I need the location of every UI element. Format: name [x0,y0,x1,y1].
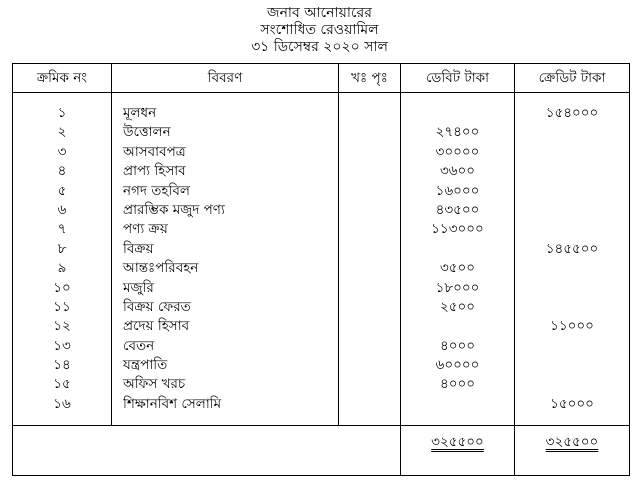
row-serial: ১৬ [53,395,71,412]
row-description: প্রদেয় হিসাব [123,318,190,335]
row-description: অফিস খরচ [123,376,186,393]
row-debit: ৪০০০ [439,337,476,354]
row-serial: ১০ [53,279,71,296]
row-serial: ১১ [53,298,71,315]
credit-list [515,93,629,414]
date-heading: ৩১ ডিসেম্বর ২০২০ সাল [251,39,388,55]
table-header-row [13,64,630,93]
debit-total: ৩২৫৫০০ [431,434,484,450]
row-description: বিক্রয় ফেরত [123,298,191,315]
row-credit: ১৫৪০০০ [545,105,599,121]
col-header-debit: ডেবিট টাকা [401,64,515,93]
row-serial: ৭ [57,221,67,238]
row-serial: ৮ [57,240,67,257]
row-description: আন্তঃপরিবহন [123,260,199,277]
row-debit [401,317,514,336]
serial-cell [13,93,112,426]
row-debit: ৩০০০০ [435,143,480,160]
row-credit [515,220,629,239]
description-list [112,93,338,414]
row-debit [401,104,514,123]
row-serial: ১২ [53,318,71,335]
row-description: নগদ তহবিল [123,182,190,199]
credit-cell [515,93,630,426]
totals-blank-cell [13,426,401,476]
row-description: আসবাবপত্র [123,143,186,160]
row-credit [515,201,629,220]
owner-heading: জনাব আনোয়ারের [267,5,372,21]
table-body-row [13,93,630,426]
row-debit: ৪০০০ [439,376,476,393]
row-credit [515,162,629,181]
row-credit [515,279,629,298]
row-description: প্রারম্ভিক মজুদ পণ্য [123,201,225,218]
col-header-ledger-page: খঃ পৃঃ [339,64,401,93]
row-debit: ৩৬০০ [439,163,476,180]
row-debit: ২৭৪০০ [435,124,480,141]
row-debit: ৩৫০০ [439,260,476,277]
row-debit [401,240,514,259]
document-title: সংশোধিত রেওয়ামিল [260,22,379,38]
row-serial: ১৫ [53,376,71,393]
row-serial: ৯ [57,260,67,277]
row-serial: ৩ [57,143,67,160]
row-serial: ৪ [57,163,67,180]
row-serial: ৫ [57,182,67,199]
totals-row [13,426,630,476]
trial-balance-table [12,63,630,476]
row-serial: ১৪ [53,357,71,374]
row-credit [515,375,629,394]
col-header-credit: ক্রেডিট টাকা [515,64,630,93]
col-header-description: বিবরণ [112,64,339,93]
row-description: মূলধন [123,105,157,121]
description-cell [112,93,339,426]
serial-list [13,93,111,414]
row-serial: ৬ [57,201,67,218]
row-description: প্রাপ্য হিসাব [123,163,186,180]
row-serial: ১৩ [53,337,71,354]
row-debit [401,395,514,414]
debit-total-cell [401,426,515,476]
row-debit: ১৬০০০ [435,182,480,199]
row-description: পণ্য ক্রয় [123,221,168,238]
row-description: মজুরি [123,279,154,296]
row-credit [515,143,629,162]
row-description: উত্তোলন [123,124,171,141]
row-description: বিক্রয় [123,240,154,257]
row-credit: ১১০০০ [550,318,594,335]
row-credit [515,298,629,317]
row-serial: ১ [57,105,67,121]
ledger-page-cell [339,93,401,426]
row-credit: ১৪৫৫০০ [545,240,599,257]
credit-total-cell [515,426,630,476]
row-credit [515,123,629,142]
row-credit [515,356,629,375]
row-debit: ৪৩৫০০ [435,201,480,218]
row-credit [515,259,629,278]
row-description: যন্ত্রপাতি [123,357,168,374]
row-debit: ১৮০০০ [435,279,480,296]
row-description: শিক্ষানবিশ সেলামি [123,395,222,412]
row-debit: ১১৩০০০ [431,221,484,238]
row-debit: ২৫০০ [439,298,476,315]
debit-cell [401,93,515,426]
row-credit [515,337,629,356]
row-credit: ১৫০০০ [550,395,594,412]
row-credit [515,182,629,201]
row-serial: ২ [57,124,67,141]
row-debit: ৬০০০০ [435,357,480,374]
debit-list [401,93,514,414]
col-header-serial: ক্রমিক নং [13,64,112,93]
row-description: বেতন [123,337,155,354]
credit-total: ৩২৫৫০০ [545,434,599,450]
